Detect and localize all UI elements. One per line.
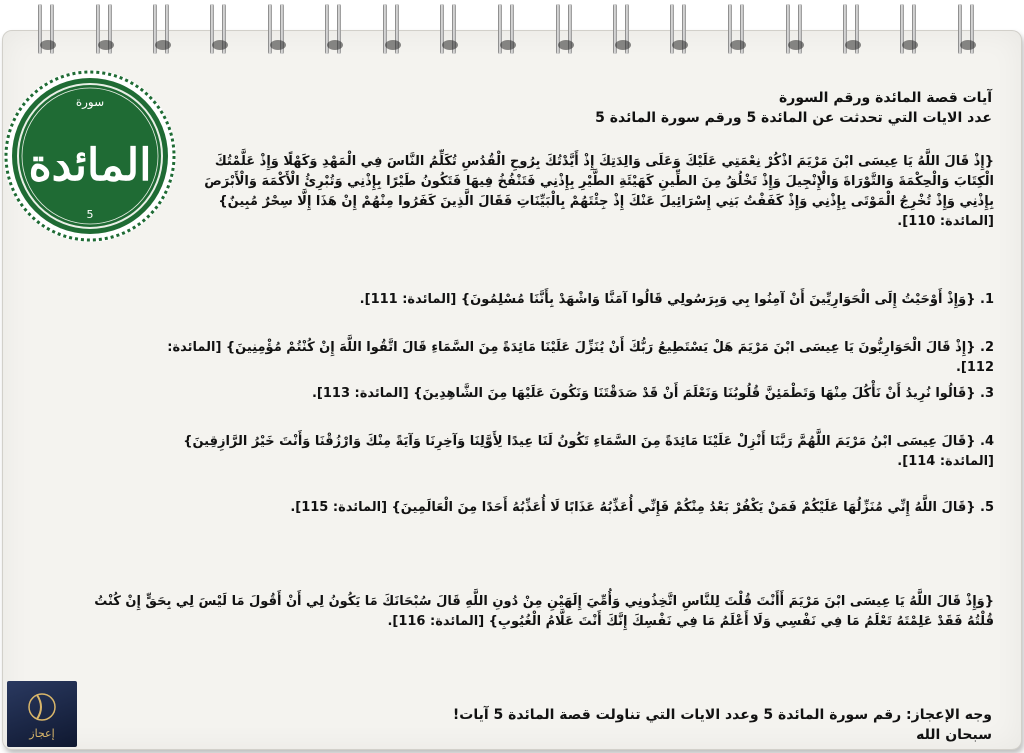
seal-top-label: سورة <box>75 95 105 109</box>
surah-seal <box>2 68 178 244</box>
binding-ring <box>843 4 863 54</box>
list-item <box>134 338 994 378</box>
brand-logo <box>7 681 77 747</box>
seal-bottom-label: 5 <box>86 208 94 221</box>
binding-ring <box>325 4 345 54</box>
list-item-text: {قَالَ عِيسَى ابْنُ مَرْيَمَ اللَّهُمَّ رَبَّنَا أَنْزِلْ عَلَيْنَا مَائِدَةً مِنَ السَّمَاءِ تَكُونُ لَنَا عِيدًا لِأَوَّلِنَا وَآخِرِنَا وَآيَةً مِنْكَ وَارْزُقْنَا وَأَنْتَ خَيْرُ الرَّازِقِينَ} [المائدة: 114]. <box>183 434 994 469</box>
list-item-number: 4. <box>980 434 994 449</box>
spiral-binding <box>0 0 1024 60</box>
binding-ring <box>728 4 748 54</box>
footer-line-2: سبحان الله <box>916 727 992 743</box>
binding-ring <box>38 4 58 54</box>
binding-ring <box>153 4 173 54</box>
binding-ring <box>268 4 288 54</box>
binding-ring <box>786 4 806 54</box>
list-item-text: {قَالُوا نُرِيدُ أَنْ نَأْكُلَ مِنْهَا وَتَطْمَئِنَّ قُلُوبُنَا وَنَعْلَمَ أَنْ قَدْ صَدَقْتَنَا وَنَكُونَ عَلَيْهَا مِنَ الشَّاهِدِينَ} [المائدة: 113]. <box>311 386 976 401</box>
list-item <box>274 498 994 518</box>
binding-ring <box>210 4 230 54</box>
binding-ring <box>440 4 460 54</box>
binding-ring <box>383 4 403 54</box>
list-item <box>304 384 994 404</box>
verse-110-paragraph: {إِذْ قَالَ اللَّهُ يَا عِيسَى ابْنَ مَرْيَمَ اذْكُرْ نِعْمَتِي عَلَيْكَ وَعَلَى وَالِدَتِكَ إِذْ أَيَّدْتُكَ بِرُوحِ الْقُدُسِ تُكَلِّمُ النَّاسَ فِي الْمَهْدِ وَكَهْلًا وَإِذْ عَلَّمْتُكَ الْكِتَابَ وَالْحِكْمَةَ وَالتَّوْرَاةَ وَالْإِنْجِيلَ وَإِذْ تَخْلُقُ مِنَ الطِّينِ كَهَيْئَةِ الطَّيْرِ بِإِذْنِي فَتَنْفُخُ فِيهَا فَتَكُونُ طَيْرًا بِإِذْنِي وَتُبْرِئُ الْأَكْمَهَ وَالْأَبْرَصَ بِإِذْنِي وَإِذْ تُخْرِجُ الْمَوْتَى بِإِذْنِي وَإِذْ كَفَفْتُ بَنِي إِسْرَائِيلَ عَنْكَ إِذْ جِئْتَهُمْ بِالْبَيِّنَاتِ فَقَالَ الَّذِينَ كَفَرُوا مِنْهُمْ إِنْ هَذَا إِلَّا سِحْرٌ مُبِينٌ} [المائدة: 110]. <box>204 154 994 229</box>
list-item <box>304 290 994 310</box>
list-item-number: 2. <box>980 340 994 355</box>
footer-line-1: وجه الإعجاز: رقم سورة المائدة 5 وعدد الايات التي تناولت قصة المائدة 5 آيات! <box>452 707 992 723</box>
header-line-1: آيات قصة المائدة ورقم السورة <box>779 90 992 106</box>
binding-ring <box>670 4 690 54</box>
list-item-number: 5. <box>980 500 994 515</box>
brand-logo-text: إعجاز <box>29 727 55 740</box>
binding-ring <box>900 4 920 54</box>
list-item-text: {قَالَ اللَّهُ إِنِّي مُنَزِّلُهَا عَلَيْكُمْ فَمَنْ يَكْفُرْ بَعْدُ مِنْكُمْ فَإِنِّي أُعَذِّبُهُ عَذَابًا لَا أُعَذِّبُهُ أَحَدًا مِنَ الْعَالَمِينَ} [المائدة: 115]. <box>290 500 976 515</box>
list-item-text: {إِذْ قَالَ الْحَوَارِيُّونَ يَا عِيسَى ابْنَ مَرْيَمَ هَلْ يَسْتَطِيعُ رَبُّكَ أَنْ يُنَزِّلَ عَلَيْنَا مَائِدَةً مِنَ السَّمَاءِ قَالَ اتَّقُوا اللَّهَ إِنْ كُنْتُمْ مُؤْمِنِينَ} [المائدة: 112]. <box>167 340 994 375</box>
binding-ring <box>498 4 518 54</box>
brand-logo-icon <box>7 681 77 747</box>
seal-title: المائدة <box>28 140 152 191</box>
list-item <box>134 432 994 472</box>
binding-ring <box>96 4 116 54</box>
list-item-text: {وَإِذْ أَوْحَيْتُ إِلَى الْحَوَارِيِّينَ أَنْ آمِنُوا بِي وَبِرَسُولِي قَالُوا آمَنَّا وَاشْهَدْ بِأَنَّنَا مُسْلِمُونَ} [المائدة: 111]. <box>359 292 976 307</box>
binding-ring <box>613 4 633 54</box>
binding-ring <box>556 4 576 54</box>
list-item-number: 3. <box>980 386 994 401</box>
surah-seal-graphic <box>2 68 178 244</box>
verse-116-paragraph: {وَإِذْ قَالَ اللَّهُ يَا عِيسَى ابْنَ مَرْيَمَ أَأَنْتَ قُلْتَ لِلنَّاسِ اتَّخِذُونِي وَأُمِّيَ إِلَهَيْنِ مِنْ دُونِ اللَّهِ قَالَ سُبْحَانَكَ مَا يَكُونُ لِي أَنْ أَقُولَ مَا لَيْسَ لِي بِحَقٍّ إِنْ كُنْتُ قُلْتُهُ فَقَدْ عَلِمْتَهُ تَعْلَمُ مَا فِي نَفْسِي وَلَا أَعْلَمُ مَا فِي نَفْسِكَ إِنَّكَ أَنْتَ عَلَّامُ الْغُيُوبِ} [المائدة: 116]. <box>94 594 994 629</box>
header-line-2: عدد الايات التي تحدثت عن المائدة 5 ورقم سورة المائدة 5 <box>595 110 992 126</box>
list-item-number: 1. <box>980 292 994 307</box>
binding-ring <box>958 4 978 54</box>
